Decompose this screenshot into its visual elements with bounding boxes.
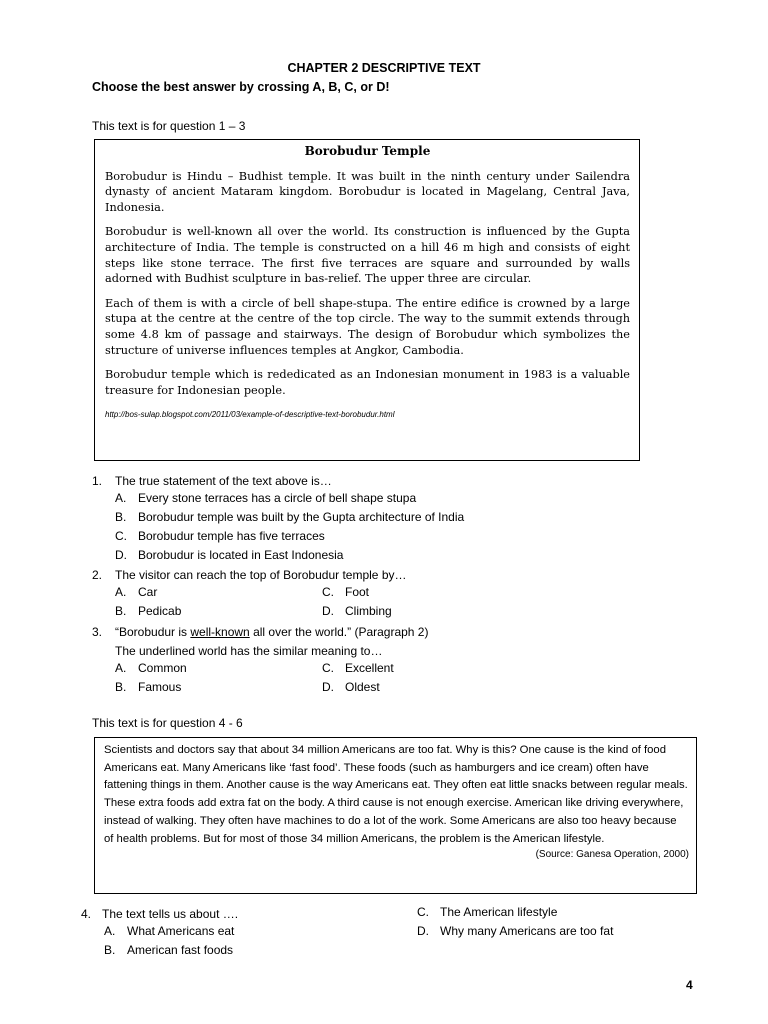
q3-option-c[interactable] [322, 661, 394, 675]
option-text: Foot [345, 585, 370, 599]
paragraph-2: Borobudur is well-known all over the world. Its construction is influenced by the Gupta architecture of India. The temple is constructed on a hill 46 m high and consists of eight steps like stone terrace. The first five terraces are square and surrounded by walls adorned with Budhist sculpture in bas-relief. The upper three are circular. [105, 225, 630, 286]
option-text: American fast foods [127, 943, 234, 957]
option-letter: B. [115, 510, 127, 524]
option-letter: D. [115, 548, 127, 562]
section1-label: This text is for question 1 – 3 [92, 119, 246, 133]
q3-option-a[interactable] [115, 661, 187, 675]
option-text: Pedicab [138, 604, 182, 618]
option-text: What Americans eat [127, 924, 235, 938]
paragraph-1: Borobudur is Hindu – Budhist temple. It was built in the ninth century under Sailendra dynasty of ancient Mataram kingdom. Borobudur is located in Magelang, Central Java, Indonesia. [105, 169, 630, 214]
q2-option-b[interactable] [115, 604, 181, 618]
option-letter: D. [417, 924, 429, 938]
option-letter: A. [104, 924, 116, 938]
q1-option-a[interactable] [115, 491, 416, 505]
q1-option-c[interactable] [115, 529, 325, 543]
question-3-text: The underlined world has the similar meaning to… [115, 644, 383, 658]
option-text: Every stone terraces has a circle of bell shape stupa [138, 491, 417, 505]
chapter-title: CHAPTER 2 DESCRIPTIVE TEXT [287, 61, 481, 75]
passage: Scientists and doctors say that about 34 million Americans are too fat. Why is this? One cause is the kind of food Americans eat. Many Americans like ‘fast food’. These foods (such as hamburgers and ice cream) often have fattening things in them. Another cause is the way Americans eat. They often eat little snacks between regular meals. These extra foods add extra fat on the body. A third cause is not enough exercise. American like driving everywhere, instead of walking. They often have machines to do a lot of the work. Some Americans are also too heavy because of health problems. But for most of those 34 million Americans, the problem is the American lifestyle. [104, 744, 688, 845]
option-text: Borobudur is located in East Indonesia [138, 548, 344, 562]
q4-option-a[interactable] [104, 924, 234, 938]
option-letter: D. [322, 604, 334, 618]
option-text: Borobudur temple was built by the Gupta architecture of India [138, 510, 465, 524]
option-letter: B. [115, 604, 127, 618]
underlined-word: well-known [190, 625, 250, 639]
option-letter: B. [115, 680, 127, 694]
q1-option-b[interactable] [115, 510, 464, 524]
q2-option-c[interactable] [322, 585, 369, 599]
option-letter: C. [322, 585, 334, 599]
paragraph-4: Borobudur temple which is rededicated as an Indonesian monument in 1983 is a valuable treasure for Indonesian people. [105, 368, 630, 397]
question-quote [115, 625, 428, 639]
option-letter: B. [104, 943, 116, 957]
q4-option-d[interactable] [417, 924, 613, 938]
option-text: Famous [138, 680, 182, 694]
question-text: The visitor can reach the top of Borobudur temple by… [115, 568, 407, 582]
question-3 [92, 623, 652, 642]
option-text: Car [138, 585, 158, 599]
question-1 [92, 472, 652, 491]
question-number: 1. [92, 474, 103, 488]
page-number: 4 [686, 978, 693, 992]
quote-close: all over the world.” (Paragraph 2) [249, 625, 429, 639]
q3-option-d[interactable] [322, 680, 380, 694]
option-letter: A. [115, 585, 127, 599]
paragraph-3: Each of them is with a circle of bell shape-stupa. The entire edifice is crowned by a large stupa at the centre at the centre of the top circle. The way to the summit extends through some 4.8 km of passage and stairways. The design of Borobudur which symbolizes the structure of universe influences temples at Angkor, Cambodia. [105, 296, 630, 357]
instruction: Choose the best answer by crossing A, B, C, or D! [92, 80, 390, 94]
option-letter: C. [417, 905, 429, 919]
option-text: Common [138, 661, 187, 675]
q3-option-b[interactable] [115, 680, 181, 694]
option-text: Excellent [345, 661, 394, 675]
q2-option-a[interactable] [115, 585, 157, 599]
passage-source: (Source: Ganesa Operation, 2000) [535, 849, 689, 861]
question-2 [92, 566, 652, 585]
option-letter: A. [115, 661, 127, 675]
option-letter: D. [322, 680, 334, 694]
q4-option-b[interactable] [104, 943, 233, 957]
option-letter: C. [322, 661, 334, 675]
q2-option-d[interactable] [322, 604, 392, 618]
option-text: Oldest [345, 680, 380, 694]
american-text-box [94, 737, 697, 894]
question-number: 2. [92, 568, 103, 582]
question-text: The true statement of the text above is… [115, 474, 332, 488]
question-text: The text tells us about …. [102, 907, 239, 921]
question-number: 4. [81, 907, 92, 921]
quote-open: “Borobudur is [115, 625, 191, 639]
section2-label: This text is for question 4 - 6 [92, 716, 243, 730]
borobudur-text-box [94, 139, 640, 461]
option-text: Climbing [345, 604, 392, 618]
text-box-title: Borobudur Temple [304, 144, 431, 158]
option-letter: A. [115, 491, 127, 505]
question-number: 3. [92, 625, 103, 639]
option-text: Why many Americans are too fat [440, 924, 614, 938]
q4-option-c[interactable] [417, 905, 557, 919]
question-4 [81, 905, 381, 924]
option-text: Borobudur temple has five terraces [138, 529, 325, 543]
option-letter: C. [115, 529, 127, 543]
q1-option-d[interactable] [115, 548, 343, 562]
option-text: The American lifestyle [440, 905, 558, 919]
source-link: http://bos-sulap.blogspot.com/2011/03/example-of-descriptive-text-borobudur.html [105, 410, 395, 420]
